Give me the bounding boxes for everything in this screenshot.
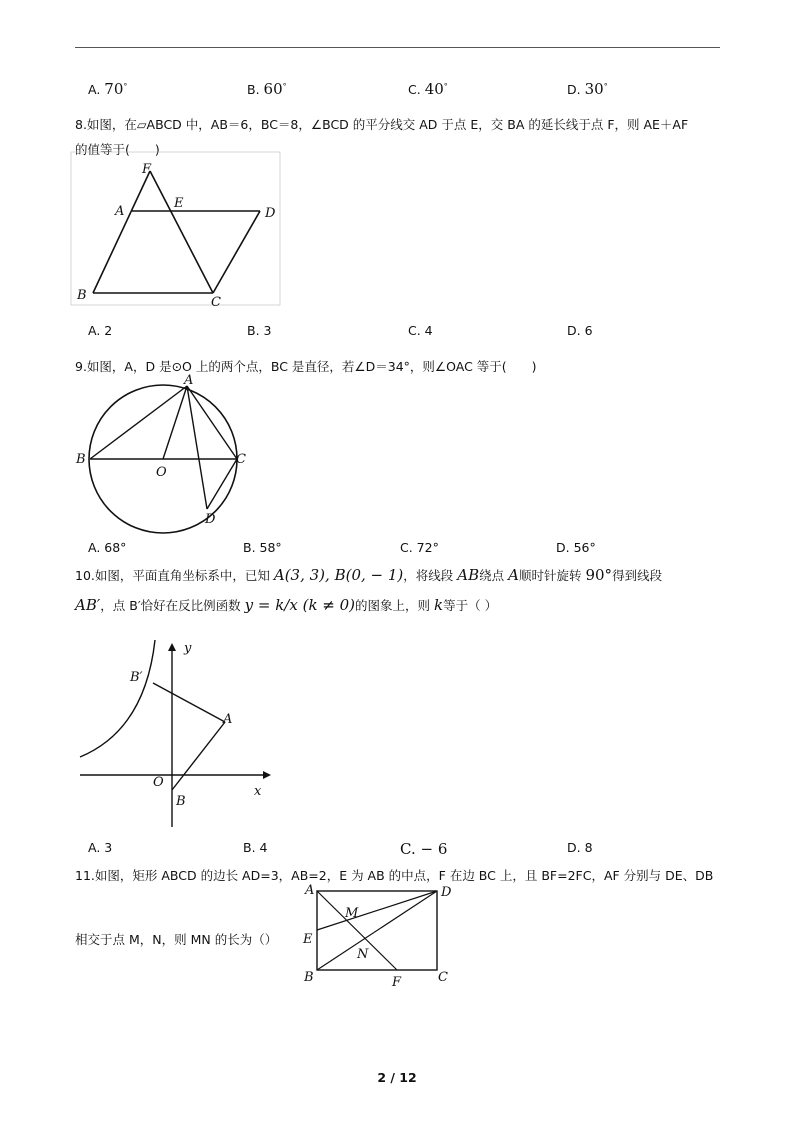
line-ab-prime (153, 683, 225, 722)
label-b: B (176, 794, 186, 809)
figure-frame (71, 152, 280, 305)
q10-option-b: B. 4 (243, 840, 268, 855)
line-de (317, 891, 437, 930)
label-b: B (76, 452, 86, 467)
q7-option-d: D. 30° (567, 80, 608, 98)
label-e: E (303, 932, 313, 947)
q9-text: 9.如图，A，D 是⊙O 上的两个点，BC 是直径，若∠D＝34°，则∠OAC 等于( ) (75, 359, 537, 374)
line-bf (93, 171, 150, 293)
label-f: F (392, 975, 402, 990)
q10-text-line2: AB′，点 B′恰好在反比例函数 y = k/x (k ≠ 0)的图象上，则 k等于（ ） (75, 596, 498, 614)
line-ac (187, 386, 237, 459)
line-ao (163, 386, 187, 459)
q8-text-line2: 的值等于( ) (75, 143, 160, 156)
line-ad (187, 386, 207, 509)
label-d: D (265, 206, 276, 221)
label-d: D (441, 885, 452, 900)
label-a: A (115, 204, 125, 219)
q7-option-c: C. 40° (408, 80, 448, 98)
q10-text-line1: 10.如图，平面直角坐标系中，已知 A(3, 3), B(0, − 1)，将线段 AB绕点 A顺时针旋转 90°得到线段 (75, 566, 663, 584)
hyperbola-branch (80, 640, 155, 757)
label-a: A (223, 712, 233, 727)
q10-function: y = k/x (k ≠ 0) (244, 596, 356, 614)
q8-parallelogram-figure (75, 155, 285, 315)
q10-option-a: A. 3 (88, 840, 113, 855)
line-ab (172, 722, 225, 790)
q7-option-a: A. 70° (88, 80, 128, 98)
page-number: 2 / 12 (377, 1070, 417, 1085)
label-c: C (438, 970, 448, 985)
label-c: C (236, 452, 246, 467)
q11-text-line1: 11.如图，矩形 ABCD 的边长 AD=3，AB=2，E 为 AB 的中点，F 在边 BC 上，且 BF=2FC，AF 分别与 DE、DB (75, 868, 714, 883)
line-cd (213, 211, 260, 293)
q9-circle-figure (75, 372, 255, 532)
line-fc (150, 171, 213, 293)
q10-option-c: C. − 6 (400, 840, 448, 858)
label-e: E (174, 196, 184, 211)
q8-option-c: C. 4 (408, 323, 433, 338)
label-d: D (205, 512, 216, 527)
label-x: x (254, 784, 262, 799)
label-o: O (156, 465, 167, 480)
q10-option-d: D. 8 (567, 840, 593, 855)
q8-text: 8.如图，在▱ABCD 中，AB＝6，BC＝8，∠BCD 的平分线交 AD 于点 E，交 BA 的延长线于点 F，则 AE＋AF (75, 117, 689, 132)
label-a: A (305, 883, 315, 898)
q11-text-line2: 相交于点 M，N，则 MN 的长为（） (75, 932, 278, 947)
q9-option-b: B. 58° (243, 540, 282, 555)
x-axis-arrow (263, 771, 271, 779)
line-ab (90, 386, 187, 459)
label-f: F (142, 162, 152, 177)
label-m: M (345, 906, 359, 921)
label-b-prime: B′ (130, 670, 143, 685)
y-axis-arrow (168, 643, 176, 651)
label-y: y (184, 641, 192, 656)
label-c: C (211, 295, 221, 310)
label-b: B (77, 288, 87, 303)
q7-option-b: B. 60° (247, 80, 287, 98)
label-a: A (184, 373, 194, 388)
label-o: O (153, 775, 164, 790)
header-rule (75, 47, 720, 48)
q10-coordinate-figure (75, 635, 285, 835)
q9-option-c: C. 72° (400, 540, 439, 555)
q8-option-a: A. 2 (88, 323, 113, 338)
q8-option-b: B. 3 (247, 323, 272, 338)
q9-option-d: D. 56° (556, 540, 596, 555)
q9-option-a: A. 68° (88, 540, 127, 555)
q8-option-d: D. 6 (567, 323, 593, 338)
line-db (317, 891, 437, 970)
label-b: B (304, 970, 314, 985)
label-n: N (357, 947, 369, 962)
q11-rectangle-figure (300, 880, 460, 990)
q10-points: A(3, 3), B(0, − 1) (273, 566, 404, 584)
